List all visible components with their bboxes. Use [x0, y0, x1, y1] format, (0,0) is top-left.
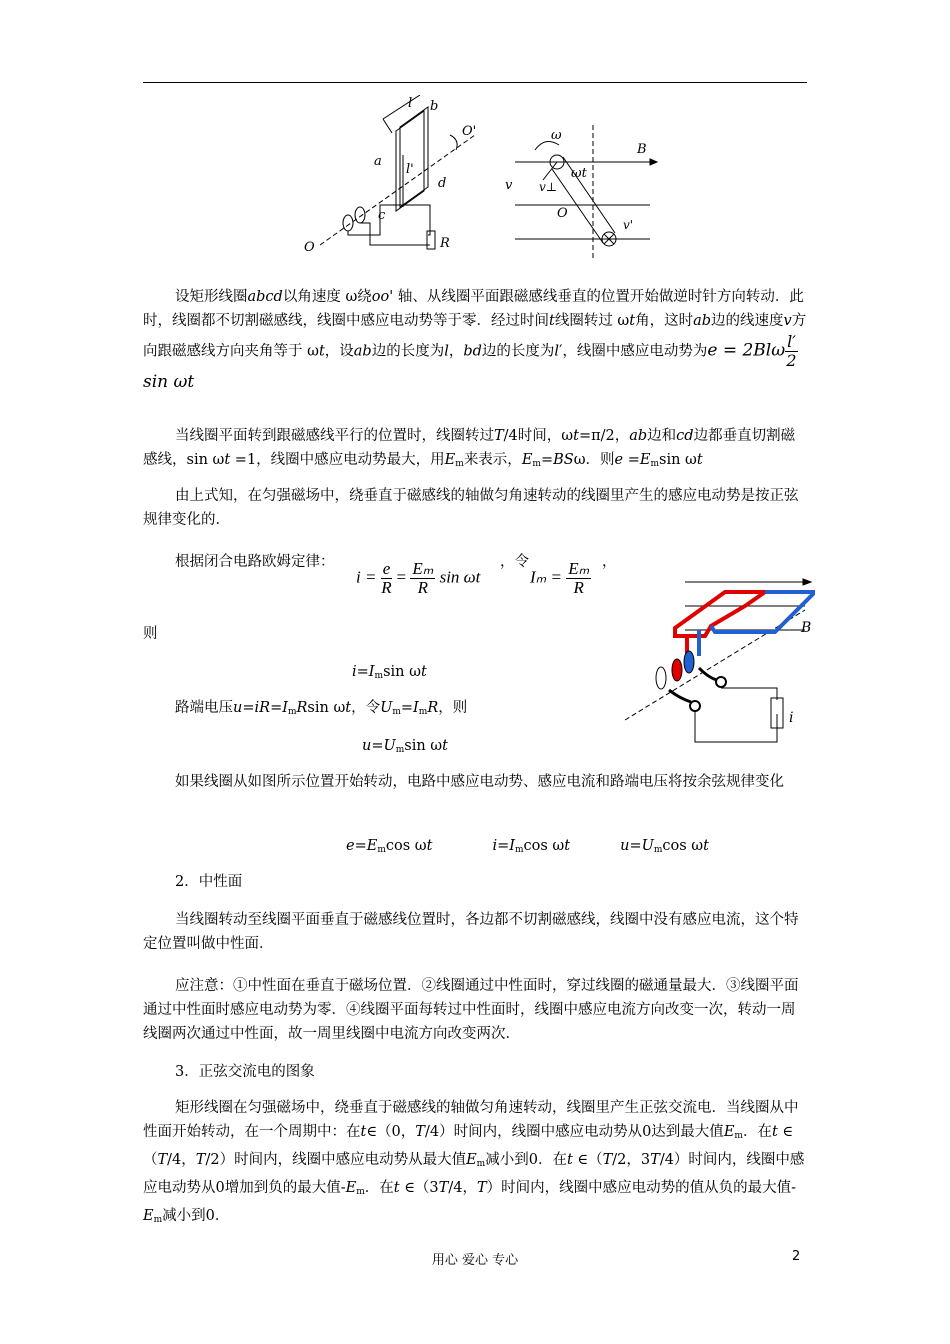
label-v-prime: v' [623, 218, 634, 232]
paragraph-neutral-plane: 当线圈转动至线圈平面垂直于磁感线位置时，各边都不切割磁感线，线圈中没有感应电流，这个特定位置叫做中性面． [143, 912, 799, 952]
label-o: O [557, 206, 568, 221]
ohm-law-comma: ， [602, 554, 617, 570]
ohm-law-let: ，令 [500, 554, 529, 570]
label-omega-t: ωt [571, 166, 587, 181]
ohm-law-label: 根据闭合电路欧姆定律： [175, 554, 335, 570]
label-l: l [408, 96, 413, 111]
paragraph-notes: 应注意：①中性面在垂直于磁场位置．②线圈通过中性面时，穿过线圈的磁通量最大．③线圈平面通过中性面时感应电动势为零．④线圈平面每转过中性面时，线圈中感应电流方向改变一次，转动一周线圈两次通过中性面，故一周里线圈中电流方向改变两次． [143, 978, 799, 1042]
label-a: a [374, 154, 382, 169]
paragraph-cosine: 如果线圈从如图所示位置开始转动，电路中感应电动势、感应电流和路端电压将按余弦规律变化 [175, 774, 784, 790]
label-b: B [637, 142, 647, 157]
cosine-equations: $e=E_m\cos$ ωt $i=I_m\cos$ ωt $u=U_m\cos$ ωt [346, 838, 709, 855]
label-c: c [378, 208, 386, 223]
label-r: R [440, 236, 450, 251]
terminal-voltage: 路端电压$u=iR=I_mRsin$ ωt，令$U_m=I_mR$，则 [175, 700, 468, 717]
header-rule [143, 82, 807, 83]
paragraph-graph: 矩形线圈在匀强磁场中，绕垂直于磁感线的轴做匀角速转动，线圈里产生正弦交流电．当线圈从中性面开始转动，在一个周期中：在t∈（0，T/4）时间内，线圈中感应电动势从0达到最大值$E_m$．在t ∈ （T/4，T/2）时间内，线圈中感应电动势从最大值$E_m$减小到0．在t ∈（T/2，3T/4）时间内，线圈中感应电动势从0增加到负的最大值$-E_m$．在t ∈（3T/4，T）时间内，线圈中感应电动势的值从负的最大值$-E_m$减小到0． [143, 1100, 805, 1225]
voltage-sine: $u=U_m\sin$ ωt [362, 738, 448, 755]
label-o: O [304, 240, 315, 255]
paragraph-max-emf: 当线圈平面转到跟磁感线平行的位置时，线圈转过T/4时间，ωt=π/2，ab边和cd边都垂直切割磁感线，sin ωt =1，线圈中感应电动势最大，用$E_m$来表示，$E_m=BS\omega$．则$e =E_m\sin$ ωt [143, 428, 796, 469]
imax-equation: Iₘ = $\frac{\text{Eₘ}}{R}$ [530, 559, 590, 597]
current-sine: $i=I_m\sin$ ωt [352, 664, 427, 681]
label-v: v [505, 178, 513, 193]
label-o-prime: O' [462, 124, 477, 139]
then-label: 则 [143, 626, 158, 642]
coil-diagram [300, 95, 490, 260]
footer-text: 用心 爱心 专心 [431, 1253, 519, 1268]
field-diagram [505, 125, 665, 265]
label-omega: ω [551, 128, 562, 143]
label-v-perp: v⊥ [539, 180, 558, 194]
section-heading-graph: 3．正弦交流电的图象 [175, 1064, 315, 1080]
paragraph-setup: 设矩形线圈abcd以角速度 ω绕oo' 轴、从线圈平面跟磁感线垂直的位置开始做逆时针方向转动．此时，线圈都不切割磁感线，线圈中感应电动势等于零．经过时间t线圈转过 ωt角，这时ab边的线速度v方向跟磁感线方向夹角等于 ωt，设ab边的长度为l，bd边的长度为l′，线圈中感应电动势为e = 2Blω $\frac{l'}{2}$ sin ωt [143, 289, 807, 392]
section-heading-neutral-plane: 2．中性面 [175, 874, 243, 890]
label-b: B [801, 620, 812, 636]
label-l-prime: l' [406, 162, 414, 177]
colored-coil-diagram [615, 570, 815, 748]
label-d: d [438, 176, 447, 191]
paragraph-conclusion: 由上式知，在匀强磁场中，绕垂直于磁感线的轴做匀角速转动的线圈里产生的感应电动势是按正弦规律变化的． [143, 488, 799, 528]
page-number: 2 [792, 1249, 801, 1264]
label-i: i [789, 710, 794, 726]
current-equation: i = $\frac{e}{R}$ = $\frac{\text{Eₘ}}{R}$ sin ωt [356, 559, 481, 597]
label-b: b [430, 99, 439, 114]
